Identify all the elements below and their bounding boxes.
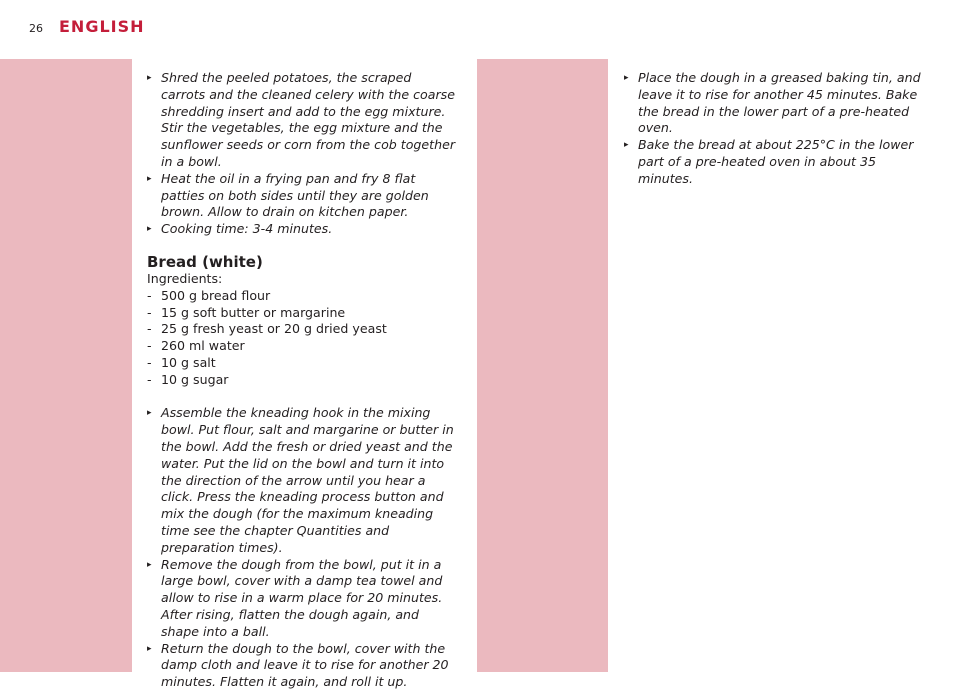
left-margin-band: [0, 59, 132, 672]
instruction-step: ▸ Assemble the kneading hook in the mixing bowl. Put flour, salt and margarine or butter in the bowl. Add the fresh or dried yeast and the water. Put the lid on the bowl and turn it into the direction of the arrow until you hear a click. Press the kneading process button and mix the dough (for the maximum kneading time see the chapter Quantities and preparation times).: [147, 405, 457, 556]
instruction-step: ▸ Heat the oil in a frying pan and fry 8 flat patties on both sides until they are golden brown. Allow to drain on kitchen paper.: [147, 171, 457, 221]
instruction-step: ▸ Place the dough in a greased baking tin, and leave it to rise for another 45 minutes. Bake the bread in the lower part of a pre-heated oven.: [624, 70, 934, 137]
ingredient-list: [147, 288, 457, 389]
ingredient-item: - 500 g bread flour: [147, 288, 457, 305]
instruction-step: ▸ Remove the dough from the bowl, put it in a large bowl, cover with a damp tea towel and allow to rise in a warm place for 20 minutes. After rising, flatten the dough again, and shape into a ball.: [147, 557, 457, 641]
middle-margin-band: [477, 59, 608, 672]
ingredient-item: - 10 g salt: [147, 355, 457, 372]
recipe-title: Bread (white): [147, 252, 263, 271]
instruction-list: [147, 405, 457, 691]
ingredient-item: - 10 g sugar: [147, 372, 457, 389]
instruction-list: [624, 70, 934, 188]
instruction-list: [147, 70, 457, 238]
right-text-column: [624, 70, 934, 188]
instruction-step: ▸ Cooking time: 3-4 minutes.: [147, 221, 457, 238]
ingredient-item: - 260 ml water: [147, 338, 457, 355]
instruction-step: ▸ Return the dough to the bowl, cover with the damp cloth and leave it to rise for another 20 minutes. Flatten it again, and roll it up.: [147, 641, 457, 691]
ingredients-label: Ingredients:: [147, 270, 223, 286]
language-heading: ENGLISH: [59, 17, 145, 36]
page-number: 26: [29, 22, 43, 35]
ingredient-item: - 25 g fresh yeast or 20 g dried yeast: [147, 321, 457, 338]
left-text-column: [147, 70, 457, 691]
instruction-step: ▸ Bake the bread at about 225°C in the lower part of a pre-heated oven in about 35 minutes.: [624, 137, 934, 187]
ingredient-item: - 15 g soft butter or margarine: [147, 305, 457, 322]
instruction-step: ▸ Shred the peeled potatoes, the scraped carrots and the cleaned celery with the coarse shredding insert and add to the egg mixture. Stir the vegetables, the egg mixture and the sunflower seeds or corn from the cob together in a bowl.: [147, 70, 457, 171]
